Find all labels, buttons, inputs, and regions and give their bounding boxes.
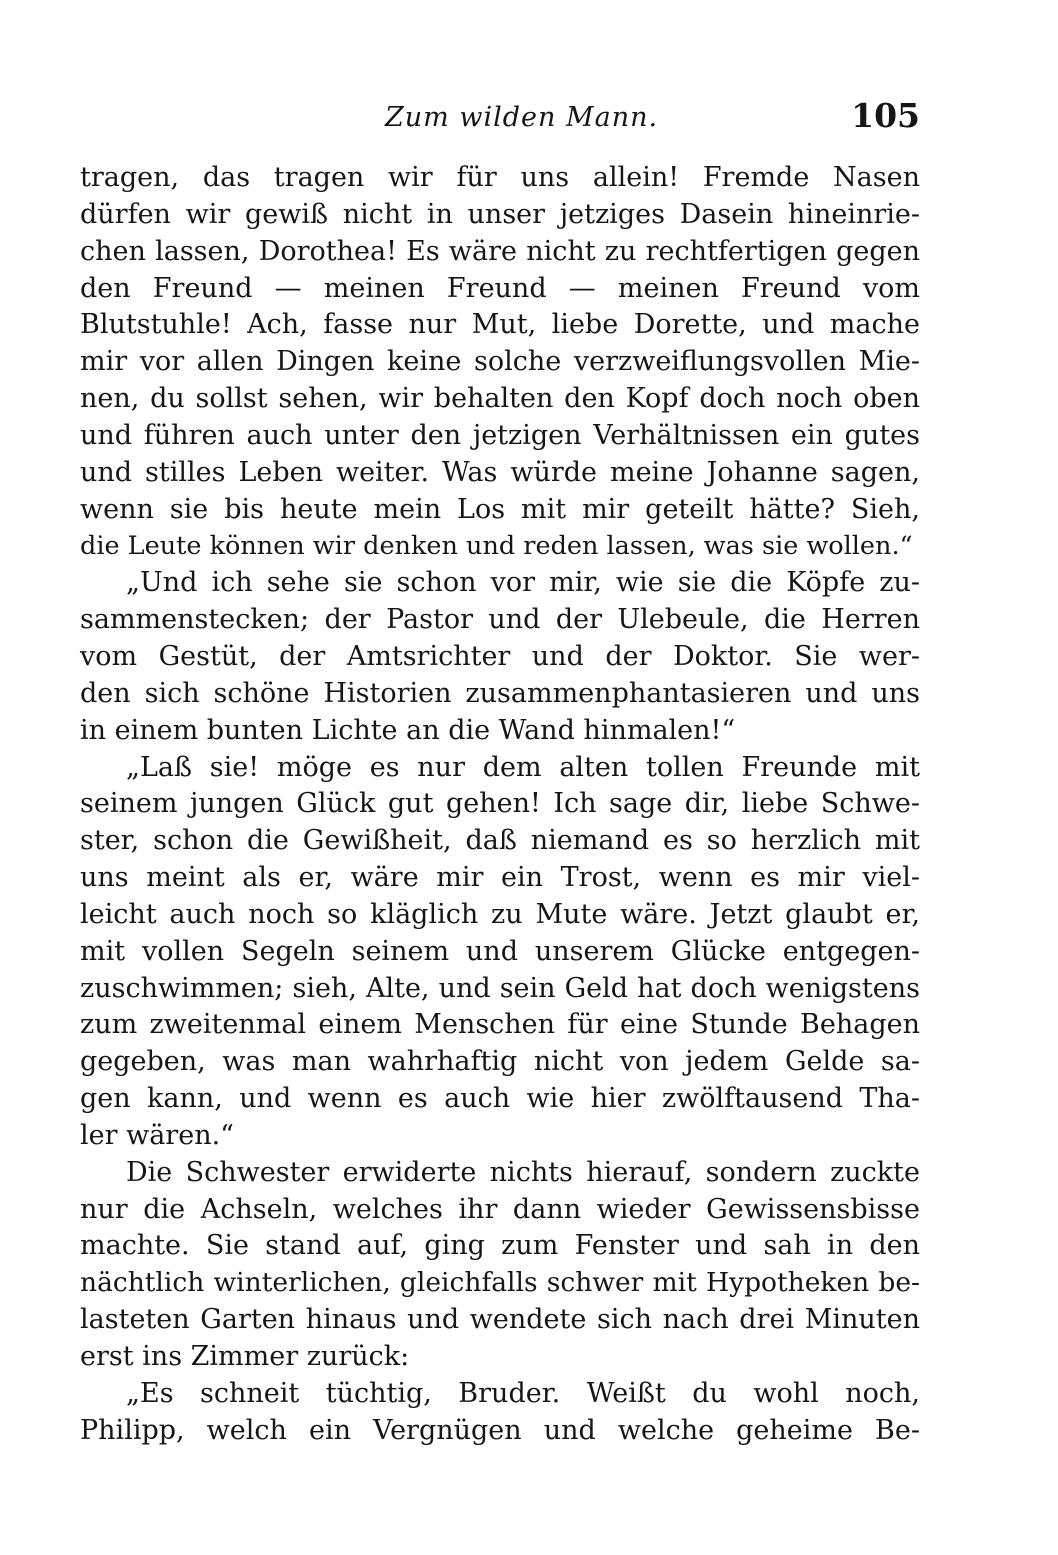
text-line: uns meint als er, wäre mir ein Trost, wenn es mir viel- [80, 862, 920, 894]
text-line: tragen, das tragen wir für uns allein! Fremde Nasen [80, 162, 920, 193]
text-line: vom Gestüt, der Amtsrichter und der Doktor. Sie wer- [80, 640, 920, 672]
text-line: die Leute können wir denken und reden lassen, was sie wollen.“ [80, 531, 913, 562]
page-header [80, 96, 920, 150]
text-line: Philipp, welch ein Vergnügen und welche geheime Be- [80, 1414, 920, 1446]
body-text [80, 160, 920, 1450]
text-line: zuschwimmen; sieh, Alte, und sein Geld hat doch wenigstens [80, 972, 920, 1004]
text-line: wenn sie bis heute mein Los mit mir geteilt hätte? Sieh, [80, 493, 920, 525]
text-line: leicht auch noch so kläglich zu Mute wäre. Jetzt glaubt er, [80, 898, 920, 930]
text-line: erst ins Zimmer zurück: [80, 1341, 410, 1372]
text-line: dürfen wir gewiß nicht in unser jetziges Dasein hineinrie- [80, 198, 920, 230]
text-line: nächtlich winterlichen, gleichfalls schwer mit Hypotheken be- [80, 1267, 920, 1299]
text-line: den sich schöne Historien zusammenphantasieren und uns [80, 677, 920, 709]
running-title: Zum wilden Mann. [385, 102, 659, 133]
text-line: nen, du sollst sehen, wir behalten den Kopf doch noch oben [80, 383, 920, 415]
text-line: seinem jungen Glück gut gehen! Ich sage dir, liebe Schwe- [80, 788, 920, 820]
text-line: mir vor allen Dingen keine solche verzweiflungsvollen Mie- [80, 346, 920, 378]
text-line: in einem bunten Lichte an die Wand hinmalen!“ [80, 714, 736, 746]
text-line: gen kann, und wenn es auch wie hier zwölftausend Tha- [80, 1083, 920, 1115]
text-line: mit vollen Segeln seinem und unserem Glücke entgegen- [80, 935, 920, 967]
text-line: und führen auch unter den jetzigen Verhältnissen ein gutes [80, 419, 920, 451]
text-line: ler wären.“ [80, 1119, 234, 1151]
text-line: Blutstuhle! Ach, fasse nur Mut, liebe Dorette, und mache [80, 309, 920, 341]
text-line: zum zweitenmal einem Menschen für eine Stunde Behagen [80, 1009, 920, 1041]
page-number: 105 [851, 96, 920, 135]
text-line: machte. Sie stand auf, ging zum Fenster und sah in den [80, 1230, 920, 1262]
text-line: „Es schneit tüchtig, Bruder. Weißt du wohl noch, [126, 1377, 920, 1409]
text-line: den Freund — meinen Freund — meinen Freund vom [80, 272, 920, 304]
text-line: lasteten Garten hinaus und wendete sich nach drei Minuten [80, 1304, 920, 1336]
text-line: „Laß sie! möge es nur dem alten tollen Freunde mit [126, 751, 920, 783]
text-line: ster, schon die Gewißheit, daß niemand es so herzlich mit [80, 825, 920, 857]
text-line: und stilles Leben weiter. Was würde meine Johanne sagen, [80, 456, 920, 488]
text-line: sammenstecken; der Pastor und der Ulebeule, die Herren [80, 604, 920, 636]
text-line: chen lassen, Dorothea! Es wäre nicht zu rechtfertigen gegen [80, 235, 920, 267]
text-line: Die Schwester erwiderte nichts hierauf, sondern zuckte [126, 1156, 920, 1188]
text-line: gegeben, was man wahrhaftig nicht von jedem Gelde sa- [80, 1046, 920, 1078]
text-line: nur die Achseln, welches ihr dann wieder Gewissensbisse [80, 1193, 920, 1225]
text-line: „Und ich sehe sie schon vor mir, wie sie die Köpfe zu- [126, 567, 920, 599]
